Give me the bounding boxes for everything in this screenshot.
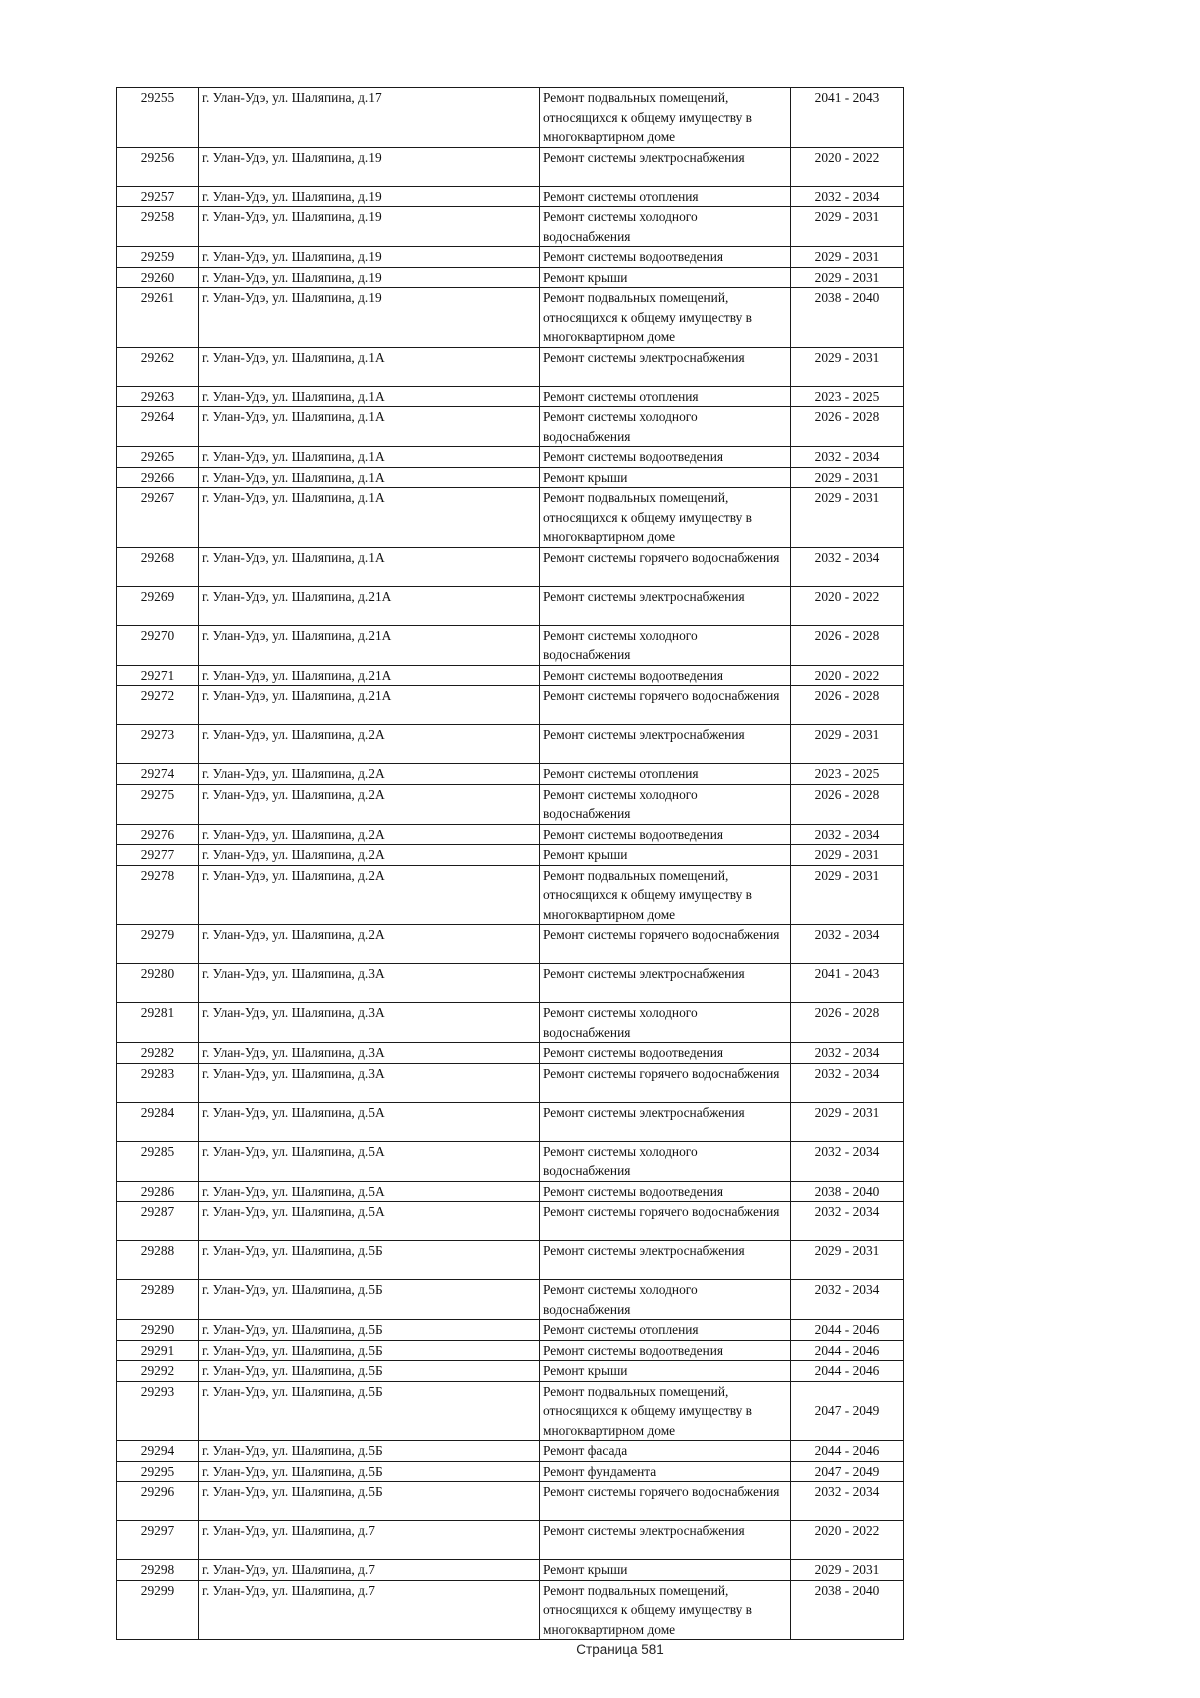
work-type-cell: Ремонт крыши	[540, 267, 791, 288]
record-id-cell: 29262	[117, 347, 199, 386]
record-id-cell: 29261	[117, 288, 199, 348]
address-cell: г. Улан-Удэ, ул. Шаляпина, д.19	[199, 247, 540, 268]
work-type-cell: Ремонт системы электроснабжения	[540, 1102, 791, 1141]
address-cell: г. Улан-Удэ, ул. Шаляпина, д.19	[199, 207, 540, 247]
period-cell: 2029 - 2031	[791, 1102, 904, 1141]
record-id-cell: 29281	[117, 1003, 199, 1043]
table-row	[117, 1141, 904, 1181]
page-number: Страница 581	[576, 1642, 664, 1657]
record-id-cell: 29264	[117, 407, 199, 447]
address-cell: г. Улан-Удэ, ул. Шаляпина, д.2А	[199, 725, 540, 764]
work-type-cell: Ремонт системы отопления	[540, 764, 791, 785]
table-row	[117, 247, 904, 268]
work-type-cell: Ремонт системы электроснабжения	[540, 147, 791, 186]
record-id-cell: 29257	[117, 186, 199, 207]
table-row	[117, 784, 904, 824]
period-cell: 2020 - 2022	[791, 1521, 904, 1560]
table-row	[117, 964, 904, 1003]
period-cell: 2023 - 2025	[791, 386, 904, 407]
table-row	[117, 725, 904, 764]
work-type-cell: Ремонт системы отопления	[540, 1320, 791, 1341]
period-cell: 2032 - 2034	[791, 186, 904, 207]
address-cell: г. Улан-Удэ, ул. Шаляпина, д.17	[199, 88, 540, 148]
work-type-cell: Ремонт подвальных помещений, относящихся к общему имуществу в многоквартирном доме	[540, 288, 791, 348]
period-cell: 2026 - 2028	[791, 686, 904, 725]
record-id-cell: 29268	[117, 547, 199, 586]
work-type-cell: Ремонт системы водоотведения	[540, 1181, 791, 1202]
record-id-cell: 29271	[117, 665, 199, 686]
table-row	[117, 686, 904, 725]
record-id-cell: 29285	[117, 1141, 199, 1181]
period-cell: 2032 - 2034	[791, 447, 904, 468]
work-type-cell: Ремонт системы водоотведения	[540, 447, 791, 468]
period-cell: 2041 - 2043	[791, 88, 904, 148]
record-id-cell: 29275	[117, 784, 199, 824]
work-type-cell: Ремонт системы отопления	[540, 386, 791, 407]
period-cell: 2026 - 2028	[791, 784, 904, 824]
period-cell: 2029 - 2031	[791, 725, 904, 764]
address-cell: г. Улан-Удэ, ул. Шаляпина, д.5Б	[199, 1241, 540, 1280]
address-cell: г. Улан-Удэ, ул. Шаляпина, д.3А	[199, 1043, 540, 1064]
address-cell: г. Улан-Удэ, ул. Шаляпина, д.2А	[199, 925, 540, 964]
address-cell: г. Улан-Удэ, ул. Шаляпина, д.5Б	[199, 1441, 540, 1462]
table-row	[117, 665, 904, 686]
work-type-cell: Ремонт системы отопления	[540, 186, 791, 207]
record-id-cell: 29270	[117, 625, 199, 665]
record-id-cell: 29276	[117, 824, 199, 845]
record-id-cell: 29283	[117, 1063, 199, 1102]
address-cell: г. Улан-Удэ, ул. Шаляпина, д.7	[199, 1521, 540, 1560]
record-id-cell: 29298	[117, 1560, 199, 1581]
record-id-cell: 29265	[117, 447, 199, 468]
table-row	[117, 925, 904, 964]
record-id-cell: 29287	[117, 1202, 199, 1241]
period-cell: 2026 - 2028	[791, 1003, 904, 1043]
table-row	[117, 1202, 904, 1241]
address-cell: г. Улан-Удэ, ул. Шаляпина, д.5Б	[199, 1320, 540, 1341]
address-cell: г. Улан-Удэ, ул. Шаляпина, д.5Б	[199, 1361, 540, 1382]
table-row	[117, 547, 904, 586]
record-id-cell: 29290	[117, 1320, 199, 1341]
address-cell: г. Улан-Удэ, ул. Шаляпина, д.21А	[199, 686, 540, 725]
table-row	[117, 1063, 904, 1102]
work-type-cell: Ремонт подвальных помещений, относящихся к общему имуществу в многоквартирном доме	[540, 1381, 791, 1441]
record-id-cell: 29299	[117, 1580, 199, 1640]
table-row	[117, 1361, 904, 1382]
record-id-cell: 29297	[117, 1521, 199, 1560]
record-id-cell: 29289	[117, 1280, 199, 1320]
table-row	[117, 1461, 904, 1482]
work-type-cell: Ремонт подвальных помещений, относящихся к общему имуществу в многоквартирном доме	[540, 865, 791, 925]
table-row	[117, 1181, 904, 1202]
record-id-cell: 29288	[117, 1241, 199, 1280]
table-row	[117, 147, 904, 186]
period-cell: 2029 - 2031	[791, 488, 904, 548]
work-type-cell: Ремонт крыши	[540, 467, 791, 488]
period-cell: 2032 - 2034	[791, 1063, 904, 1102]
table-row	[117, 1580, 904, 1640]
record-id-cell: 29279	[117, 925, 199, 964]
table-row	[117, 764, 904, 785]
table-row	[117, 88, 904, 148]
address-cell: г. Улан-Удэ, ул. Шаляпина, д.1А	[199, 386, 540, 407]
address-cell: г. Улан-Удэ, ул. Шаляпина, д.19	[199, 186, 540, 207]
record-id-cell: 29266	[117, 467, 199, 488]
period-cell: 2020 - 2022	[791, 147, 904, 186]
record-id-cell: 29259	[117, 247, 199, 268]
period-cell: 2026 - 2028	[791, 407, 904, 447]
work-type-cell: Ремонт крыши	[540, 1361, 791, 1382]
period-cell: 2032 - 2034	[791, 925, 904, 964]
record-id-cell: 29296	[117, 1482, 199, 1521]
record-id-cell: 29295	[117, 1461, 199, 1482]
address-cell: г. Улан-Удэ, ул. Шаляпина, д.2А	[199, 824, 540, 845]
record-id-cell: 29269	[117, 586, 199, 625]
work-type-cell: Ремонт системы горячего водоснабжения	[540, 1202, 791, 1241]
period-cell: 2020 - 2022	[791, 665, 904, 686]
work-type-cell: Ремонт фасада	[540, 1441, 791, 1462]
record-id-cell: 29255	[117, 88, 199, 148]
work-type-cell: Ремонт системы горячего водоснабжения	[540, 1482, 791, 1521]
work-type-cell: Ремонт системы холодного водоснабжения	[540, 1141, 791, 1181]
table-row	[117, 824, 904, 845]
work-type-cell: Ремонт системы электроснабжения	[540, 586, 791, 625]
address-cell: г. Улан-Удэ, ул. Шаляпина, д.5Б	[199, 1381, 540, 1441]
address-cell: г. Улан-Удэ, ул. Шаляпина, д.5А	[199, 1202, 540, 1241]
period-cell: 2023 - 2025	[791, 764, 904, 785]
record-id-cell: 29273	[117, 725, 199, 764]
table-row	[117, 1441, 904, 1462]
work-type-cell: Ремонт системы водоотведения	[540, 824, 791, 845]
work-type-cell: Ремонт крыши	[540, 845, 791, 866]
address-cell: г. Улан-Удэ, ул. Шаляпина, д.1А	[199, 447, 540, 468]
address-cell: г. Улан-Удэ, ул. Шаляпина, д.3А	[199, 964, 540, 1003]
address-cell: г. Улан-Удэ, ул. Шаляпина, д.1А	[199, 488, 540, 548]
record-id-cell: 29293	[117, 1381, 199, 1441]
period-cell: 2029 - 2031	[791, 845, 904, 866]
record-id-cell: 29280	[117, 964, 199, 1003]
work-type-cell: Ремонт системы холодного водоснабжения	[540, 784, 791, 824]
repair-schedule-table	[116, 87, 904, 1640]
table-row	[117, 1241, 904, 1280]
address-cell: г. Улан-Удэ, ул. Шаляпина, д.5А	[199, 1181, 540, 1202]
work-type-cell: Ремонт крыши	[540, 1560, 791, 1581]
table-row	[117, 267, 904, 288]
table-row	[117, 1560, 904, 1581]
address-cell: г. Улан-Удэ, ул. Шаляпина, д.2А	[199, 784, 540, 824]
record-id-cell: 29284	[117, 1102, 199, 1141]
work-type-cell: Ремонт системы электроснабжения	[540, 725, 791, 764]
work-type-cell: Ремонт системы водоотведения	[540, 1043, 791, 1064]
table-row	[117, 1320, 904, 1341]
work-type-cell: Ремонт системы электроснабжения	[540, 1521, 791, 1560]
address-cell: г. Улан-Удэ, ул. Шаляпина, д.19	[199, 147, 540, 186]
record-id-cell: 29294	[117, 1441, 199, 1462]
period-cell: 2029 - 2031	[791, 347, 904, 386]
period-cell: 2038 - 2040	[791, 288, 904, 348]
work-type-cell: Ремонт системы холодного водоснабжения	[540, 407, 791, 447]
work-type-cell: Ремонт подвальных помещений, относящихся к общему имуществу в многоквартирном доме	[540, 1580, 791, 1640]
period-cell: 2032 - 2034	[791, 1043, 904, 1064]
record-id-cell: 29260	[117, 267, 199, 288]
address-cell: г. Улан-Удэ, ул. Шаляпина, д.19	[199, 288, 540, 348]
work-type-cell: Ремонт системы горячего водоснабжения	[540, 1063, 791, 1102]
address-cell: г. Улан-Удэ, ул. Шаляпина, д.7	[199, 1560, 540, 1581]
address-cell: г. Улан-Удэ, ул. Шаляпина, д.7	[199, 1580, 540, 1640]
period-cell: 2041 - 2043	[791, 964, 904, 1003]
work-type-cell: Ремонт фундамента	[540, 1461, 791, 1482]
work-type-cell: Ремонт системы водоотведения	[540, 1340, 791, 1361]
work-type-cell: Ремонт системы горячего водоснабжения	[540, 547, 791, 586]
period-cell: 2032 - 2034	[791, 1141, 904, 1181]
record-id-cell: 29286	[117, 1181, 199, 1202]
period-cell: 2029 - 2031	[791, 467, 904, 488]
table-row	[117, 1280, 904, 1320]
address-cell: г. Улан-Удэ, ул. Шаляпина, д.5Б	[199, 1280, 540, 1320]
table-row	[117, 625, 904, 665]
period-cell: 2032 - 2034	[791, 1280, 904, 1320]
period-cell: 2047 - 2049	[791, 1381, 904, 1441]
work-type-cell: Ремонт системы холодного водоснабжения	[540, 207, 791, 247]
address-cell: г. Улан-Удэ, ул. Шаляпина, д.5А	[199, 1141, 540, 1181]
address-cell: г. Улан-Удэ, ул. Шаляпина, д.1А	[199, 347, 540, 386]
address-cell: г. Улан-Удэ, ул. Шаляпина, д.1А	[199, 547, 540, 586]
table-row	[117, 845, 904, 866]
address-cell: г. Улан-Удэ, ул. Шаляпина, д.3А	[199, 1003, 540, 1043]
address-cell: г. Улан-Удэ, ул. Шаляпина, д.2А	[199, 845, 540, 866]
table-row	[117, 1340, 904, 1361]
work-type-cell: Ремонт системы электроснабжения	[540, 347, 791, 386]
table-row	[117, 586, 904, 625]
address-cell: г. Улан-Удэ, ул. Шаляпина, д.5А	[199, 1102, 540, 1141]
table-row	[117, 288, 904, 348]
record-id-cell: 29282	[117, 1043, 199, 1064]
table-body	[117, 88, 904, 1640]
period-cell: 2032 - 2034	[791, 1482, 904, 1521]
period-cell: 2038 - 2040	[791, 1580, 904, 1640]
period-cell: 2029 - 2031	[791, 1241, 904, 1280]
work-type-cell: Ремонт системы горячего водоснабжения	[540, 925, 791, 964]
record-id-cell: 29291	[117, 1340, 199, 1361]
work-type-cell: Ремонт системы холодного водоснабжения	[540, 1280, 791, 1320]
work-type-cell: Ремонт системы холодного водоснабжения	[540, 625, 791, 665]
address-cell: г. Улан-Удэ, ул. Шаляпина, д.5Б	[199, 1340, 540, 1361]
address-cell: г. Улан-Удэ, ул. Шаляпина, д.21А	[199, 625, 540, 665]
record-id-cell: 29278	[117, 865, 199, 925]
table-row	[117, 447, 904, 468]
period-cell: 2038 - 2040	[791, 1181, 904, 1202]
period-cell: 2044 - 2046	[791, 1441, 904, 1462]
address-cell: г. Улан-Удэ, ул. Шаляпина, д.21А	[199, 665, 540, 686]
work-type-cell: Ремонт системы водоотведения	[540, 247, 791, 268]
table-row	[117, 488, 904, 548]
record-id-cell: 29256	[117, 147, 199, 186]
record-id-cell: 29292	[117, 1361, 199, 1382]
work-type-cell: Ремонт подвальных помещений, относящихся к общему имуществу в многоквартирном доме	[540, 488, 791, 548]
period-cell: 2044 - 2046	[791, 1320, 904, 1341]
address-cell: г. Улан-Удэ, ул. Шаляпина, д.3А	[199, 1063, 540, 1102]
table-row	[117, 407, 904, 447]
record-id-cell: 29263	[117, 386, 199, 407]
period-cell: 2044 - 2046	[791, 1361, 904, 1382]
period-cell: 2029 - 2031	[791, 865, 904, 925]
period-cell: 2044 - 2046	[791, 1340, 904, 1361]
address-cell: г. Улан-Удэ, ул. Шаляпина, д.1А	[199, 407, 540, 447]
address-cell: г. Улан-Удэ, ул. Шаляпина, д.5Б	[199, 1461, 540, 1482]
table-row	[117, 347, 904, 386]
period-cell: 2029 - 2031	[791, 267, 904, 288]
period-cell: 2020 - 2022	[791, 586, 904, 625]
table-row	[117, 865, 904, 925]
period-cell: 2032 - 2034	[791, 547, 904, 586]
work-type-cell: Ремонт системы горячего водоснабжения	[540, 686, 791, 725]
table-row	[117, 1482, 904, 1521]
table-row	[117, 386, 904, 407]
address-cell: г. Улан-Удэ, ул. Шаляпина, д.1А	[199, 467, 540, 488]
record-id-cell: 29272	[117, 686, 199, 725]
record-id-cell: 29277	[117, 845, 199, 866]
work-type-cell: Ремонт системы водоотведения	[540, 665, 791, 686]
period-cell: 2029 - 2031	[791, 1560, 904, 1581]
address-cell: г. Улан-Удэ, ул. Шаляпина, д.2А	[199, 764, 540, 785]
address-cell: г. Улан-Удэ, ул. Шаляпина, д.2А	[199, 865, 540, 925]
address-cell: г. Улан-Удэ, ул. Шаляпина, д.21А	[199, 586, 540, 625]
period-cell: 2032 - 2034	[791, 1202, 904, 1241]
work-type-cell: Ремонт системы холодного водоснабжения	[540, 1003, 791, 1043]
work-type-cell: Ремонт подвальных помещений, относящихся к общему имуществу в многоквартирном доме	[540, 88, 791, 148]
record-id-cell: 29274	[117, 764, 199, 785]
period-cell: 2032 - 2034	[791, 824, 904, 845]
table-row	[117, 1381, 904, 1441]
period-cell: 2029 - 2031	[791, 207, 904, 247]
table-row	[117, 1102, 904, 1141]
work-type-cell: Ремонт системы электроснабжения	[540, 964, 791, 1003]
table-row	[117, 467, 904, 488]
table-row	[117, 1043, 904, 1064]
address-cell: г. Улан-Удэ, ул. Шаляпина, д.5Б	[199, 1482, 540, 1521]
table-row	[117, 1521, 904, 1560]
period-cell: 2029 - 2031	[791, 247, 904, 268]
record-id-cell: 29258	[117, 207, 199, 247]
table-row	[117, 1003, 904, 1043]
address-cell: г. Улан-Удэ, ул. Шаляпина, д.19	[199, 267, 540, 288]
table-row	[117, 207, 904, 247]
record-id-cell: 29267	[117, 488, 199, 548]
work-type-cell: Ремонт системы электроснабжения	[540, 1241, 791, 1280]
period-cell: 2047 - 2049	[791, 1461, 904, 1482]
table-row	[117, 186, 904, 207]
period-cell: 2026 - 2028	[791, 625, 904, 665]
